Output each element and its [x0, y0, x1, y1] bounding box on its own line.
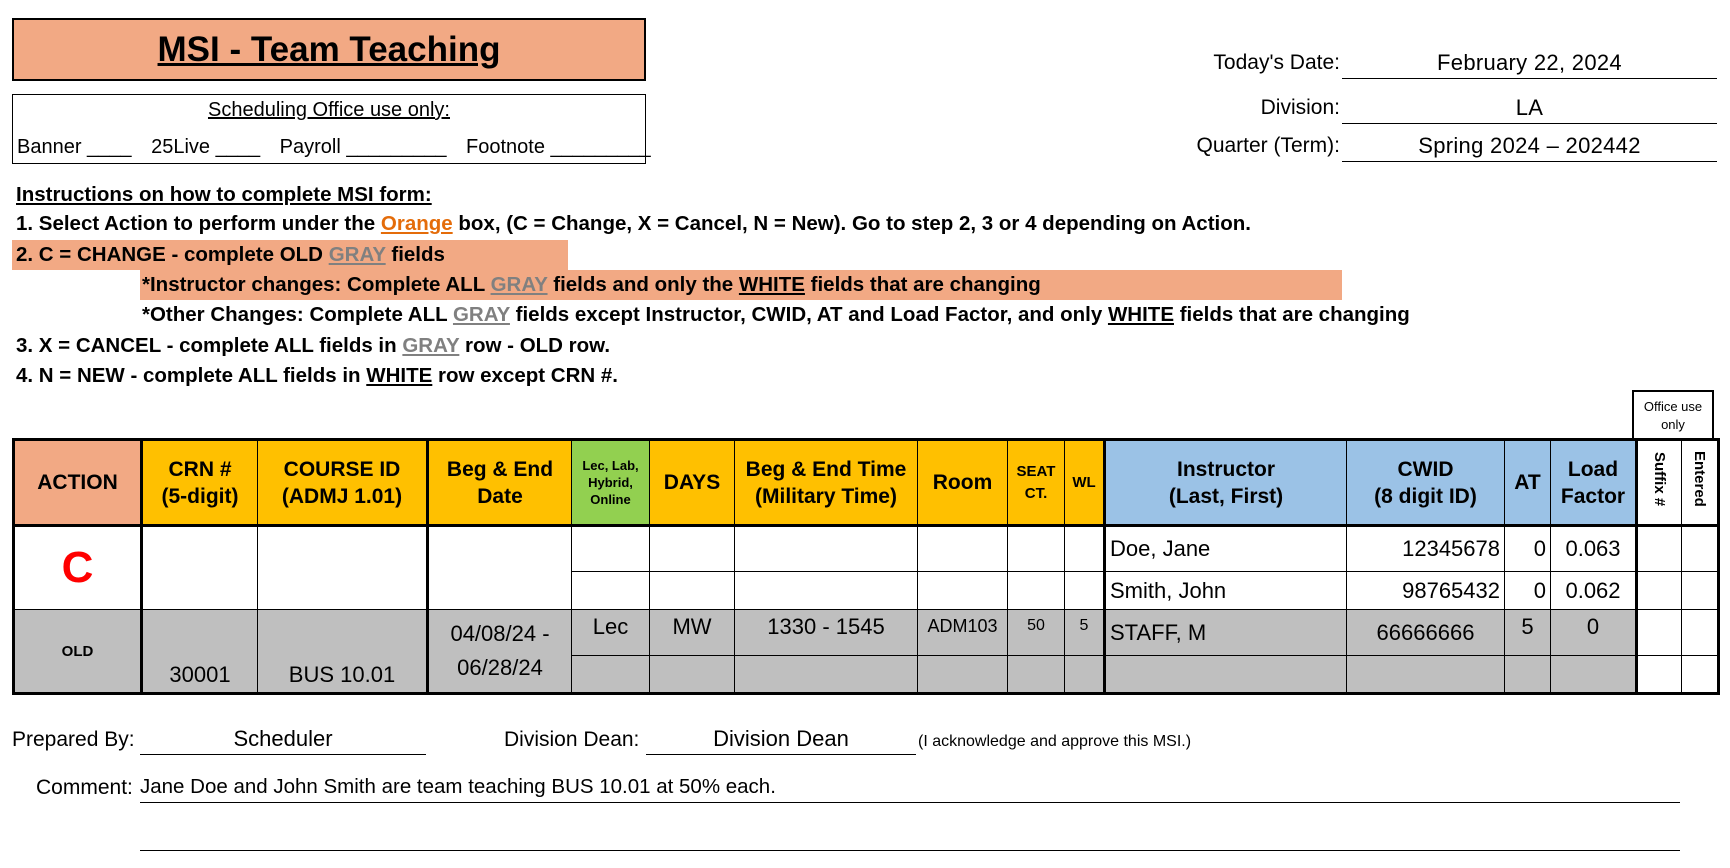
division-field[interactable]: LA — [1342, 93, 1717, 124]
change-seat-cell[interactable] — [1008, 526, 1065, 572]
old-time-cell-2[interactable] — [735, 656, 918, 694]
form-title: MSI - Team Teaching — [12, 18, 646, 81]
old-days-cell-2[interactable] — [650, 656, 735, 694]
col-room: Room — [918, 440, 1008, 526]
change-wl-cell[interactable] — [1065, 526, 1105, 572]
instructor-2-load[interactable]: 0.062 — [1551, 572, 1637, 610]
change-date-cell[interactable] — [428, 526, 572, 610]
col-instructor: Instructor (Last, First) — [1105, 440, 1347, 526]
old-wl-cell[interactable]: 5 — [1065, 610, 1105, 656]
scheduling-office-box — [12, 94, 651, 164]
col-course-id: COURSE ID (ADMJ 1.01) — [258, 440, 428, 526]
division-label: Division: — [1260, 96, 1340, 119]
col-cwid: CWID (8 digit ID) — [1347, 440, 1505, 526]
instructor-2-at[interactable]: 0 — [1505, 572, 1551, 610]
payroll-field[interactable]: Payroll _________ — [279, 136, 447, 158]
instruction-step-3: 3. X = CANCEL - complete ALL fields in GRAY row - OLD row. — [16, 334, 611, 357]
instructor-1-name[interactable]: Doe, Jane — [1105, 526, 1347, 572]
change-time-cell[interactable] — [735, 526, 918, 572]
office-fields — [17, 136, 665, 159]
old-room-cell-2[interactable] — [918, 656, 1008, 694]
col-days: DAYS — [650, 440, 735, 526]
old-cwid-cell[interactable]: 66666666 — [1347, 610, 1505, 656]
instruction-step-1: 1. Select Action to perform under the Orange box, (C = Change, X = Cancel, N = New). Go to step 2, 3 or 4 depending on Action. — [16, 212, 1251, 235]
instructor-1-load[interactable]: 0.063 — [1551, 526, 1637, 572]
change-wl-cell-2[interactable] — [1065, 572, 1105, 610]
change-action-cell[interactable]: C — [14, 526, 142, 610]
division-dean-label: Division Dean: — [504, 728, 640, 751]
col-crn: CRN # (5-digit) — [142, 440, 258, 526]
instruction-other-changes: *Other Changes: Complete ALL GRAY fields except Instructor, CWID, AT and Load Factor, and only WHITE fields that are changing — [142, 303, 1410, 326]
old-load-cell-2[interactable] — [1551, 656, 1637, 694]
instructor-1-at[interactable]: 0 — [1505, 526, 1551, 572]
office-box-title: Scheduling Office use only: — [207, 99, 450, 121]
division-dean-field[interactable]: Division Dean — [646, 724, 916, 755]
instructor-1-suffix[interactable] — [1637, 526, 1682, 572]
instructions-heading: Instructions on how to complete MSI form: — [16, 183, 432, 206]
col-time: Beg & End Time (Military Time) — [735, 440, 918, 526]
prepared-by-field[interactable]: Scheduler — [140, 724, 426, 755]
prepared-by-label: Prepared By: — [12, 728, 135, 751]
col-load-factor: Load Factor — [1551, 440, 1637, 526]
banner-field[interactable]: Banner ____ — [17, 136, 132, 158]
instructor-2-entered[interactable] — [1682, 572, 1719, 610]
comment-field[interactable]: Jane Doe and John Smith are team teaching BUS 10.01 at 50% each. — [140, 772, 1680, 803]
change-days-cell[interactable] — [650, 526, 735, 572]
change-course-cell[interactable] — [258, 526, 428, 610]
date-field[interactable]: February 22, 2024 — [1342, 48, 1717, 79]
change-crn-cell[interactable] — [142, 526, 258, 610]
col-suffix: Suffix # — [1637, 440, 1682, 526]
old-course-cell[interactable]: BUS 10.01 — [258, 610, 428, 694]
date-label: Today's Date: — [1213, 51, 1340, 74]
old-instructor-cell-2[interactable] — [1105, 656, 1347, 694]
old-crn-cell[interactable]: 30001 — [142, 610, 258, 694]
old-wl-cell-2[interactable] — [1065, 656, 1105, 694]
change-room-cell-2[interactable] — [918, 572, 1008, 610]
col-date: Beg & End Date — [428, 440, 572, 526]
old-method-cell-2[interactable] — [572, 656, 650, 694]
instructor-1-cwid[interactable]: 12345678 — [1347, 526, 1505, 572]
old-at-cell-2[interactable] — [1505, 656, 1551, 694]
old-seat-cell-2[interactable] — [1008, 656, 1065, 694]
old-seat-cell[interactable]: 50 — [1008, 610, 1065, 656]
change-method-cell[interactable] — [572, 526, 650, 572]
comment-label: Comment: — [36, 776, 133, 799]
instruction-step-4: 4. N = NEW - complete ALL fields in WHITE row except CRN #. — [16, 364, 619, 387]
instructor-1-entered[interactable] — [1682, 526, 1719, 572]
instruction-step-2: 2. C = CHANGE - complete OLD GRAY fields — [12, 240, 568, 270]
old-time-cell[interactable]: 1330 - 1545 — [735, 610, 918, 656]
col-at: AT — [1505, 440, 1551, 526]
instructor-2-suffix[interactable] — [1637, 572, 1682, 610]
old-suffix-cell-2[interactable] — [1637, 656, 1682, 694]
change-time-cell-2[interactable] — [735, 572, 918, 610]
old-instructor-cell[interactable]: STAFF, M — [1105, 610, 1347, 656]
old-suffix-cell[interactable] — [1637, 610, 1682, 656]
office-use-only-label: Office use only — [1632, 390, 1714, 438]
old-room-cell[interactable]: ADM103 — [918, 610, 1008, 656]
change-room-cell[interactable] — [918, 526, 1008, 572]
msi-table — [12, 438, 1720, 695]
old-entered-cell-2[interactable] — [1682, 656, 1719, 694]
instructor-2-name[interactable]: Smith, John — [1105, 572, 1347, 610]
old-cwid-cell-2[interactable] — [1347, 656, 1505, 694]
table-row — [14, 610, 1719, 656]
old-days-cell[interactable]: MW — [650, 610, 735, 656]
footnote-field[interactable]: Footnote _________ — [466, 136, 651, 158]
quarter-label: Quarter (Term): — [1196, 134, 1340, 157]
old-action-cell: OLD — [14, 610, 142, 694]
instruction-instructor-changes: *Instructor changes: Complete ALL GRAY fields and only the WHITE fields that are changing — [140, 270, 1342, 300]
quarter-field[interactable]: Spring 2024 – 202442 — [1342, 131, 1717, 162]
change-seat-cell-2[interactable] — [1008, 572, 1065, 610]
col-seat-count: SEAT CT. — [1008, 440, 1065, 526]
old-date-cell[interactable]: 04/08/24 - 06/28/24 — [428, 610, 572, 694]
col-waitlist: WL — [1065, 440, 1105, 526]
old-load-cell[interactable]: 0 — [1551, 610, 1637, 656]
instructor-2-cwid[interactable]: 98765432 — [1347, 572, 1505, 610]
acknowledgement-note: (I acknowledge and approve this MSI.) — [918, 733, 1192, 750]
25live-field[interactable]: 25Live ____ — [151, 136, 261, 158]
change-days-cell-2[interactable] — [650, 572, 735, 610]
col-action: ACTION — [14, 440, 142, 526]
change-method-cell-2[interactable] — [572, 572, 650, 610]
table-row — [14, 526, 1719, 572]
col-method: Lec, Lab, Hybrid, Online — [572, 440, 650, 526]
table-header-row — [14, 440, 1719, 526]
old-at-cell[interactable]: 5 — [1505, 610, 1551, 656]
old-method-cell[interactable]: Lec — [572, 610, 650, 656]
comment-field-line-2[interactable] — [140, 820, 1680, 851]
old-entered-cell[interactable] — [1682, 610, 1719, 656]
col-entered: Entered — [1682, 440, 1719, 526]
